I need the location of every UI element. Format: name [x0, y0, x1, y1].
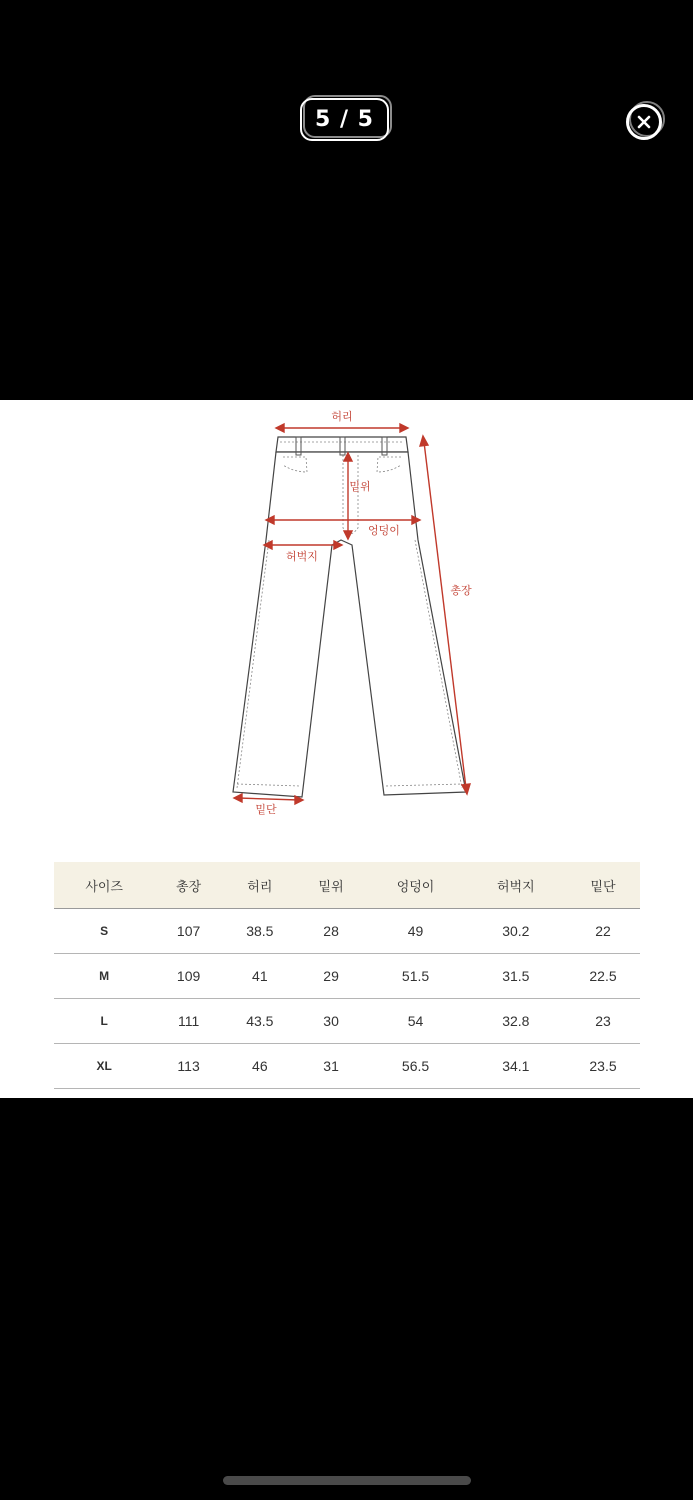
table-cell: 30	[297, 999, 366, 1044]
table-cell: M	[54, 954, 154, 999]
label-hem: 밑단	[255, 803, 277, 816]
table-row	[54, 909, 640, 954]
table-row	[54, 1044, 640, 1089]
table-cell: 30.2	[466, 909, 566, 954]
header-hem: 밑단	[566, 862, 640, 909]
table-cell: 43.5	[223, 999, 297, 1044]
table-cell: 49	[365, 909, 465, 954]
table-cell: 32.8	[466, 999, 566, 1044]
table-cell: 109	[154, 954, 223, 999]
table-cell: L	[54, 999, 154, 1044]
table-cell: 22	[566, 909, 640, 954]
header-thigh: 허벅지	[466, 862, 566, 909]
size-table	[54, 862, 640, 1089]
table-cell: 56.5	[365, 1044, 465, 1089]
close-icon	[636, 114, 652, 130]
home-indicator[interactable]	[223, 1476, 471, 1485]
table-cell: S	[54, 909, 154, 954]
header-length: 총장	[154, 862, 223, 909]
header-rise: 밑위	[297, 862, 366, 909]
table-cell: 29	[297, 954, 366, 999]
table-cell: 107	[154, 909, 223, 954]
table-cell: XL	[54, 1044, 154, 1089]
label-waist: 허리	[331, 410, 353, 423]
table-cell: 28	[297, 909, 366, 954]
table-cell: 113	[154, 1044, 223, 1089]
close-button[interactable]	[626, 104, 662, 140]
pants-diagram	[0, 400, 693, 830]
table-cell: 51.5	[365, 954, 465, 999]
table-cell: 34.1	[466, 1044, 566, 1089]
label-length: 총장	[450, 584, 472, 597]
label-rise: 밑위	[349, 480, 371, 493]
table-row	[54, 954, 640, 999]
table-cell: 46	[223, 1044, 297, 1089]
size-chart-image	[0, 400, 693, 1098]
header-size: 사이즈	[54, 862, 154, 909]
table-cell: 38.5	[223, 909, 297, 954]
table-cell: 54	[365, 999, 465, 1044]
table-cell: 41	[223, 954, 297, 999]
table-cell: 22.5	[566, 954, 640, 999]
table-cell: 23.5	[566, 1044, 640, 1089]
header-waist: 허리	[223, 862, 297, 909]
table-row	[54, 999, 640, 1044]
label-hip: 엉덩이	[368, 524, 400, 537]
image-counter: 5 / 5	[300, 98, 389, 141]
table-cell: 31.5	[466, 954, 566, 999]
size-table-header	[54, 862, 640, 909]
header-hip: 엉덩이	[365, 862, 465, 909]
table-cell: 111	[154, 999, 223, 1044]
table-cell: 23	[566, 999, 640, 1044]
label-thigh: 허벅지	[286, 550, 318, 563]
table-cell: 31	[297, 1044, 366, 1089]
